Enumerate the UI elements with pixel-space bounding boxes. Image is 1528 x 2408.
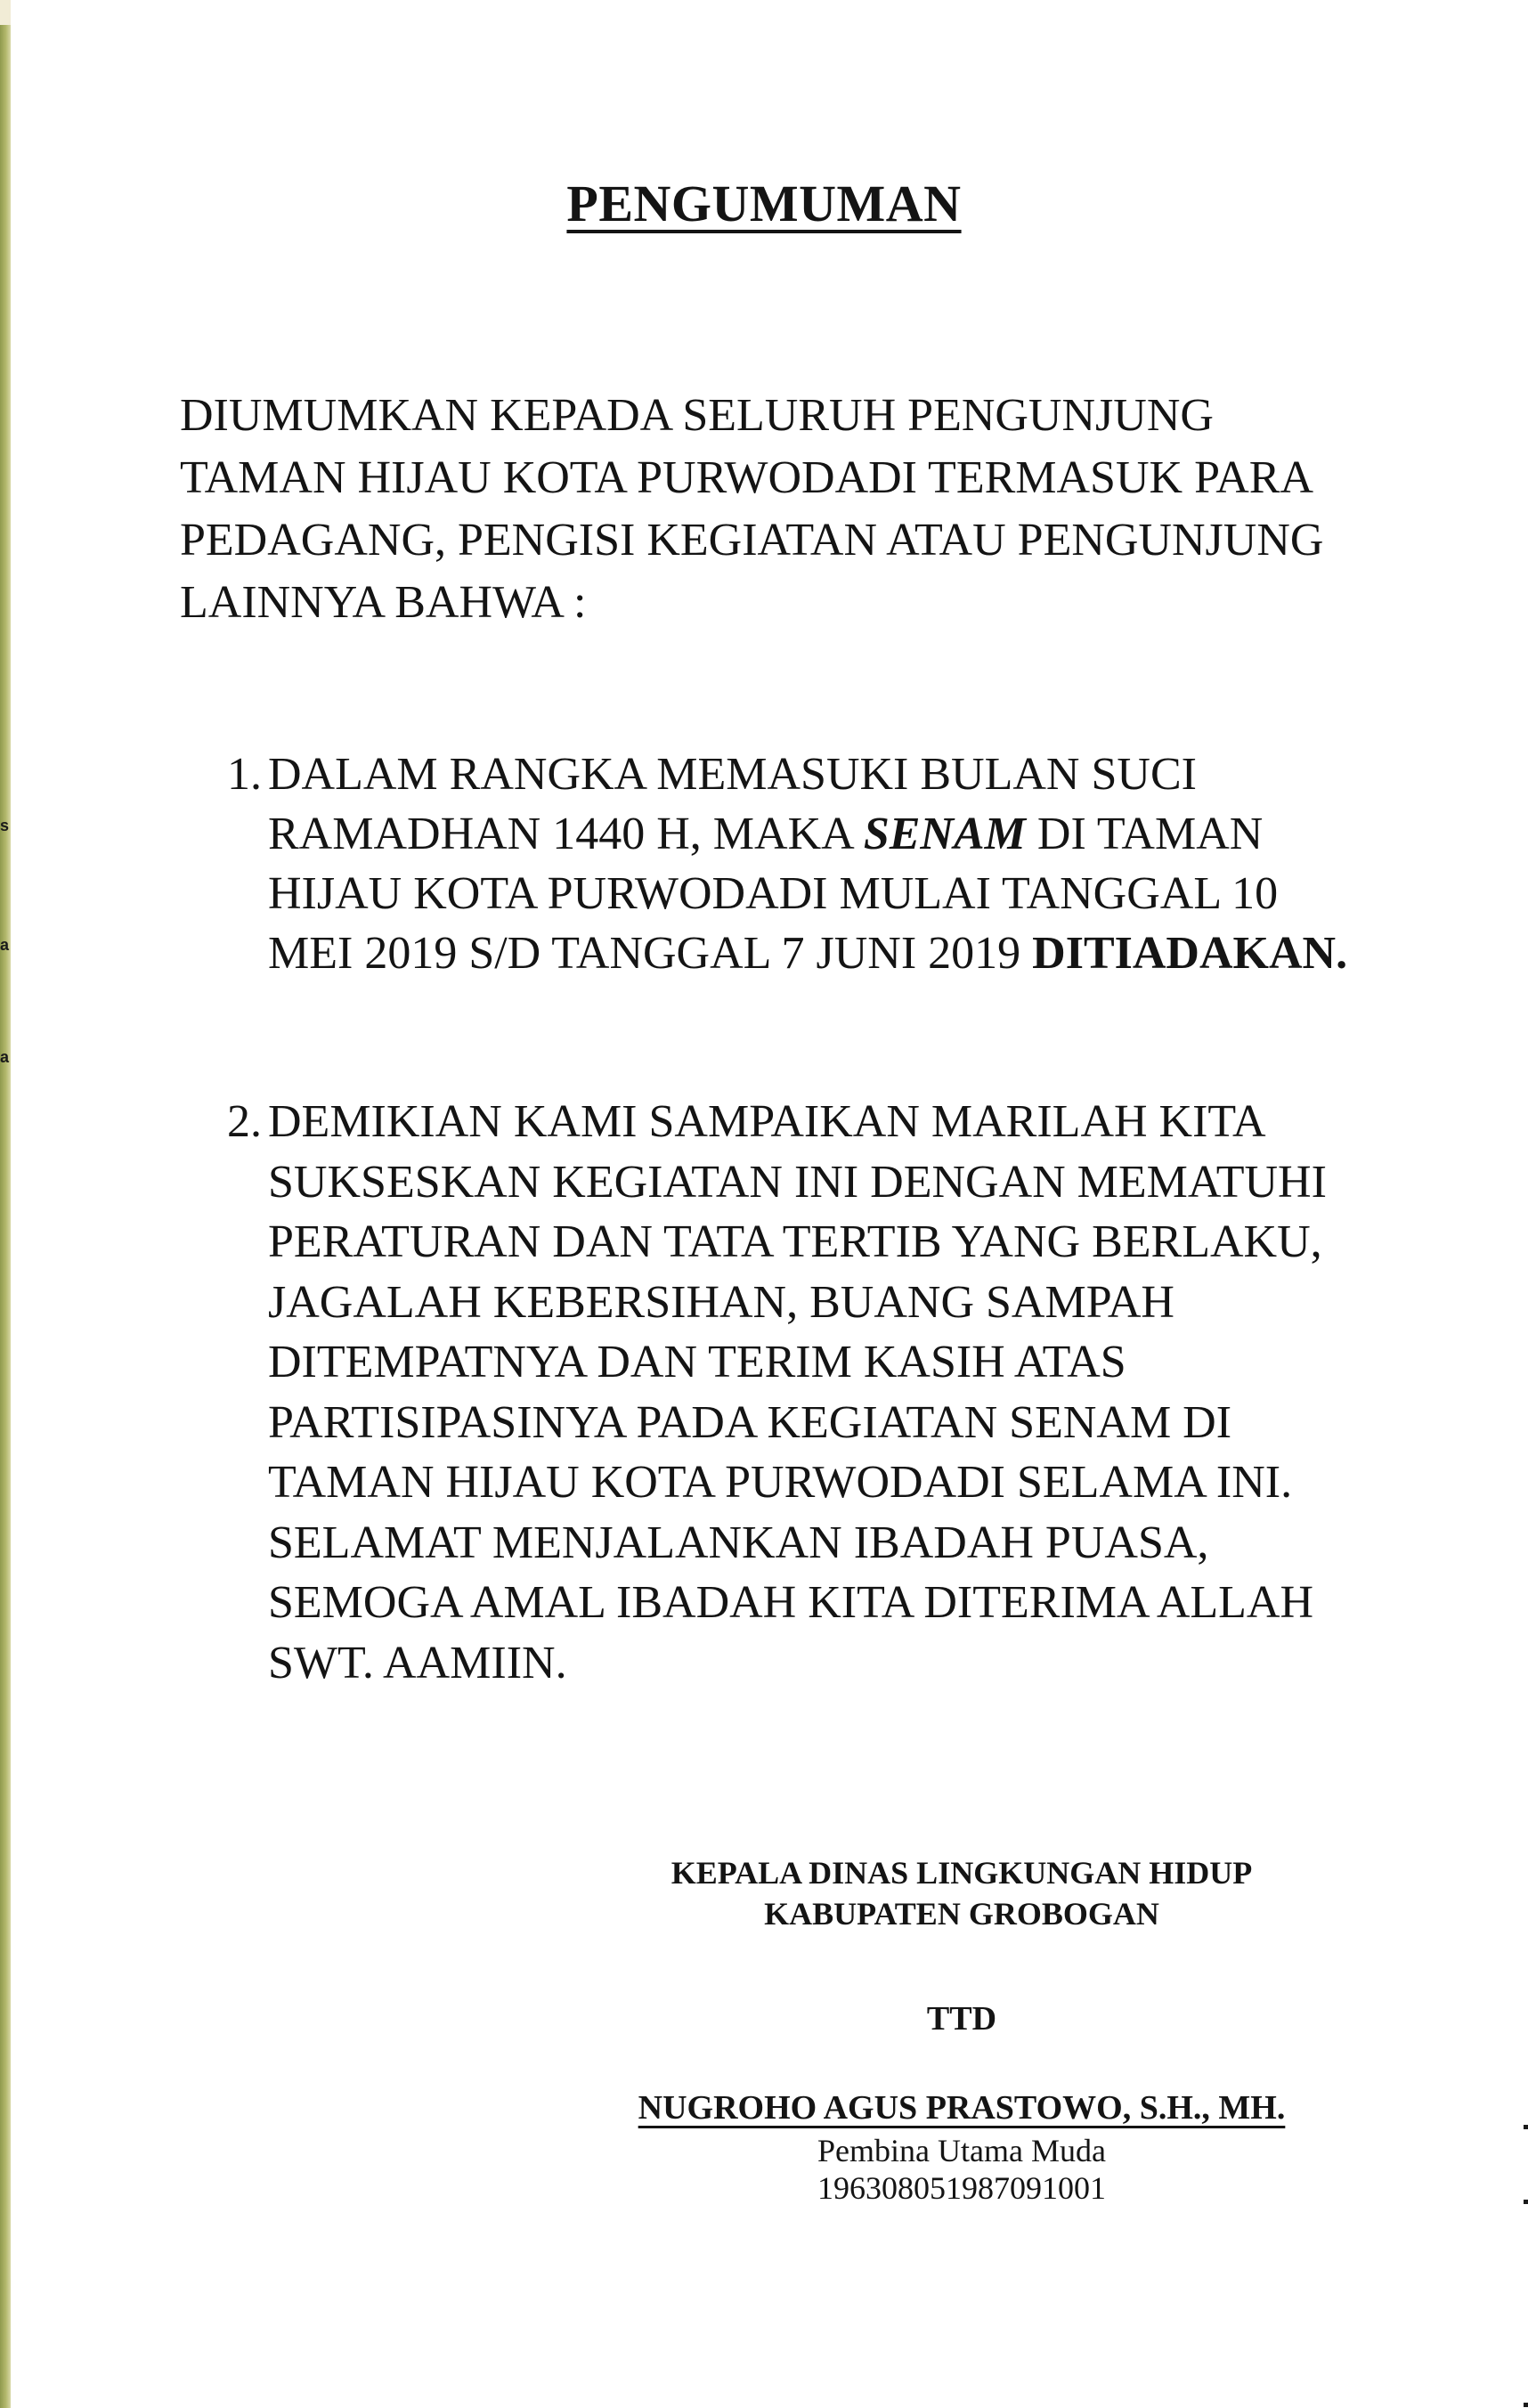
item-line: DEMIKIAN KAMI SAMPAIKAN MARILAH KITA [268,1096,1266,1147]
item-line: SEMOGA AMAL IBADAH KITA DITERIMA ALLAH [268,1577,1314,1628]
scan-edge-tick [1524,2125,1528,2129]
signatory-nip: 196308051987091001 [817,2170,1106,2206]
intro-line: TAMAN HIJAU KOTA PURWODADI TERMASUK PARA [180,452,1314,503]
document-title-text: PENGUMUMAN [566,175,962,232]
scan-left-edge-strip [0,0,11,2408]
signature-block [614,1852,1309,2207]
scan-edge-fragment: s [0,818,10,834]
signatory-position: KEPALA DINAS LINGKUNGAN HIDUP [671,1855,1253,1891]
emphasis-ditiadakan: DITIADAKAN. [1032,928,1348,979]
item-line: JAGALAH KEBERSIHAN, BUANG SAMPAH [268,1276,1174,1328]
item-line: DALAM RANGKA MEMASUKI BULAN SUCI [268,749,1197,800]
intro-line: LAINNYA BAHWA : [180,577,587,628]
item-line-text: MEI 2019 S/D TANGGAL 7 JUNI 2019 [268,928,1033,979]
signed-marker: TTD [926,2000,997,2038]
intro-line: PEDAGANG, PENGISI KEGIATAN ATAU PENGUNJUNG [180,515,1324,565]
signatory-rank: Pembina Utama Muda [817,2133,1106,2168]
item-line: PARTISIPASINYA PADA KEGIATAN SENAM DI [268,1396,1232,1448]
item-line [268,923,1385,983]
document-title [0,175,1528,232]
intro-paragraph [180,385,1391,634]
item-line: SWT. AAMIIN. [268,1637,567,1688]
scan-left-edge-corner [0,0,11,25]
intro-line: DIUMUMKAN KEPADA SELURUH PENGUNJUNG [180,390,1214,441]
list-item-2 [227,1092,1385,1693]
scan-edge-fragment: a [0,937,10,953]
list-item-1 [227,744,1385,983]
emphasis-senam: SENAM [863,809,1026,859]
item-line: SELAMAT MENJALANKAN IBADAH PUASA, [268,1517,1209,1568]
signatory-name [614,2091,1309,2125]
list-item-number: 1. [227,749,262,800]
item-line: PERATURAN DAN TATA TERTIB YANG BERLAKU, [268,1216,1322,1267]
signatory-name-text: NUGROHO AGUS PRASTOWO, S.H., MH. [638,2089,1286,2127]
item-line [268,804,1385,864]
item-line-text: DI TAMAN [1025,809,1264,859]
signatory-institution: KABUPATEN GROBOGAN [764,1896,1159,1932]
item-line-text: RAMADHAN 1440 H, MAKA [268,809,864,859]
item-line: DITEMPATNYA DAN TERIM KASIH ATAS [268,1337,1126,1387]
scan-edge-tick [1524,2200,1528,2204]
list-item-body [268,1092,1385,1693]
item-line: SUKSESKAN KEGIATAN INI DENGAN MEMATUHI [268,1156,1327,1208]
list-item-number: 2. [227,1096,262,1147]
item-line: TAMAN HIJAU KOTA PURWODADI SELAMA INI. [268,1457,1293,1508]
list-item-body [268,744,1385,983]
item-line: HIJAU KOTA PURWODADI MULAI TANGGAL 10 [268,868,1279,919]
scan-edge-tick [1524,2403,1528,2407]
scan-edge-fragment: a [0,1049,10,1065]
